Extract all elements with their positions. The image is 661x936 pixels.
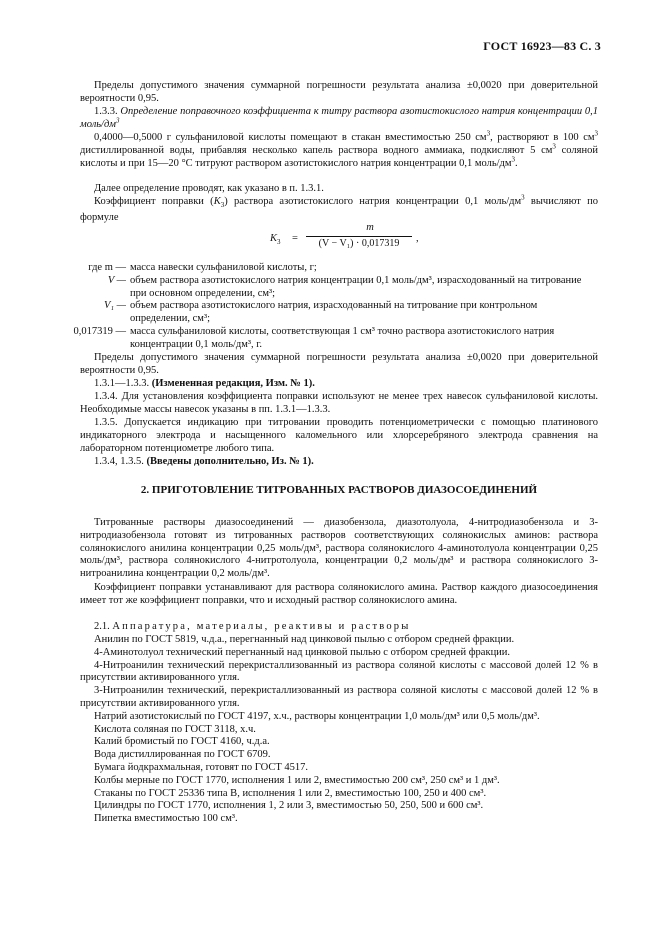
definition-text: объем раствора азотистокислого натрия, израсходованный на титрование при контрольном определении, см³; [130, 300, 538, 325]
list-item: Бумага йодкрахмальная, готовят по ГОСТ 4517. [94, 761, 308, 773]
list-item: Пипетка вместимостью 100 см³. [94, 813, 238, 825]
text-run: ) раствора азотистокислого натрия концентрации 0,1 моль/дм [224, 196, 522, 207]
definitions-list [60, 262, 598, 352]
formula-lhs-sub: 3 [277, 238, 281, 247]
text-sup: 3 [552, 142, 556, 151]
list-item: Калий бромистый по ГОСТ 4160, ч.д.а. [94, 736, 270, 748]
formula-fraction-bar [306, 236, 412, 237]
paragraph-further: Далее определение проводят, как указано в п. 1.3.1. [94, 183, 324, 194]
text-run: Коэффициент поправки ( [94, 196, 214, 207]
text-run: . [515, 157, 518, 169]
paragraph-coefficient-note: Коэффициент поправки устанавливают для раствора солянокислого амина. Раствор каждого диазосоединения имеет тот же коэффициент поправки, что и исходный раствор солянокислого амина. [80, 582, 598, 606]
text-run: 1.3.1—1.3.3. [94, 378, 152, 389]
definition-symbol: V — [107, 274, 126, 286]
section-2-1-title [80, 621, 598, 634]
definition-item [60, 300, 598, 326]
symbol-k: K [213, 196, 221, 207]
section-title-sup: 3 [115, 116, 120, 125]
paragraph-error-limits: Пределы допустимого значения суммарной погрешности результата анализа ±0,0020 при доверительной вероятности 0,95. [80, 80, 598, 104]
definition-symbol: 0,017319 — [73, 325, 126, 337]
paragraph-coefficient [80, 193, 598, 225]
definition-text: масса навески сульфаниловой кислоты, г; [130, 262, 317, 273]
list-item: 3-Нитроанилин технический, перекристаллизованный из раствора соляной кислоты с массовой долей 12 % в присутствии активированного угля. [80, 685, 598, 709]
materials-list [80, 634, 598, 826]
formula-denominator: (V − V₁) · 0,017319 [318, 238, 400, 249]
list-item: Натрий азотистокислый по ГОСТ 4197, х.ч., растворы концентрации 1,0 моль/дм³ или 0,5 моль/дм³. [94, 710, 540, 722]
text-run: вычисляют по формуле [80, 196, 598, 223]
section-2-heading: 2. ПРИГОТОВЛЕНИЕ ТИТРОВАННЫХ РАСТВОРОВ ДИАЗОСОЕДИНЕНИЙ [140, 484, 538, 496]
text-sup: 3 [594, 129, 598, 138]
definition-symbol: где m — [88, 262, 126, 273]
list-item: Кислота соляная по ГОСТ 3118, х.ч. [94, 723, 256, 735]
text-run: 0,4000—0,5000 г сульфаниловой кислоты помещают в стакан вместимостью 250 см [94, 132, 487, 143]
paragraph-amendment-1 [80, 378, 598, 391]
page-header: ГОСТ 16923—83 С. 3 [483, 39, 601, 53]
formula-lhs-symbol: K [270, 233, 278, 244]
list-item: Вода дистиллированная по ГОСТ 6709. [94, 749, 271, 761]
section-title: Определение поправочного коэффициента к титру раствора азотистокислого натрия концентрации 0,1 моль/дм [80, 106, 598, 130]
list-item: Цилиндры по ГОСТ 1770, исполнения 1, 2 или 3, вместимостью 50, 250, 500 и 600 см³. [94, 800, 484, 812]
amendment-note: (Измененная редакция, Изм. № 1). [151, 378, 315, 389]
text-run: , растворяют в 100 см [490, 132, 595, 143]
text-sup: 3 [486, 129, 491, 138]
formula-equals: = [292, 233, 298, 244]
paragraph-section-2-intro: Титрованные растворы диазосоединений — диазобензола, диазотолуола, 4-нитродиазобензола и 3-нитродиазобензола готовят из титрованных растворов соответствующих солянокислых аминов: раствора солянокислого анилина концентрации 0,25 моль/дм³, раствора солянокислого 4-аминотолуола концентрации 0,25 моль/дм³, раствора солянокислого 4-нитротолуола, концентрации 0,2 моль/дм³ и раствора солянокислого 3-нитроанилина концентрации 0,2 моль/дм³. [80, 517, 598, 580]
definition-text: объем раствора азотистокислого натрия концентрации 0,1 моль/дм³, израсходованный на титрование при основном определении, см³; [130, 274, 582, 299]
section-title: Аппаратура, материалы, реактивы и растворы [112, 621, 411, 632]
paragraph-error-limits-2: Пределы допустимого значения суммарной погрешности результата анализа ±0,0020 при доверительной вероятности 0,95. [80, 352, 598, 376]
section-number: 2.1. [94, 621, 113, 632]
definition-text: масса сульфаниловой кислоты, соответствующая 1 см³ точно раствора азотистокислого натрия концентрации 0,1 моль/дм³, г. [130, 325, 555, 350]
paragraph-procedure [80, 129, 598, 170]
text-run: соляной кислоты и при 15—20 °С титруют раствором азотистокислого натрия концентрации 0,1 моль/дм [80, 144, 598, 169]
section-number: 1.3.3. [94, 106, 118, 117]
paragraph-amendment-2 [80, 456, 598, 469]
definition-item [60, 275, 598, 301]
paragraph-1-3-5: 1.3.5. Допускается индикацию при титровании проводить потенциометрически с помощью платинового индикаторного электрода и насыщенного каломельного или хлорсеребряного электрода сравнения на лабораторном потенциометре любого типа. [80, 417, 598, 454]
definition-item [60, 326, 598, 352]
list-item: Колбы мерные по ГОСТ 1770, исполнения 1 или 2, вместимостью 200 см³, 250 см³ и 1 дм³. [94, 774, 500, 786]
definition-symbol: V₁ — [103, 300, 126, 312]
text-sup: 3 [511, 155, 516, 164]
list-item: 4-Аминотолуол технический перегнанный над цинковой пылью с отбором средней фракции. [94, 646, 511, 658]
list-item: Стаканы по ГОСТ 25336 типа В, исполнения 1 или 2, вместимостью 100, 250 и 400 см³. [94, 787, 487, 799]
amendment-note: (Введены дополнительно, Из. № 1). [146, 456, 314, 467]
symbol-k-sub: 3 [220, 201, 225, 210]
list-item: Анилин по ГОСТ 5819, ч.д.а., перегнанный над цинковой пылью с отбором средней фракции. [94, 634, 515, 645]
text-sup: 3 [521, 193, 525, 202]
list-item: 4-Нитроанилин технический перекристаллизованный из раствора соляной кислоты с массовой долей 12 % в присутствии активированного угля. [80, 659, 598, 684]
paragraph-1-3-4: 1.3.4. Для установления коэффициента поправки используют не менее трех навесок сульфаниловой кислоты. Необходимые массы навесок указаны в пп. 1.3.1—1.3.3. [80, 391, 598, 415]
formula-numerator: m [366, 222, 374, 233]
formula-lhs [270, 233, 281, 249]
text-run: 1.3.4, 1.3.5. [94, 456, 147, 467]
formula [270, 222, 430, 258]
definition-item [60, 262, 598, 275]
formula-comma: , [416, 233, 419, 244]
text-run: дистиллированной воды, прибавляя несколько капель раствора водного аммиака, подкисляют 5 см [80, 144, 553, 156]
section-1-3-3-title [80, 106, 598, 132]
